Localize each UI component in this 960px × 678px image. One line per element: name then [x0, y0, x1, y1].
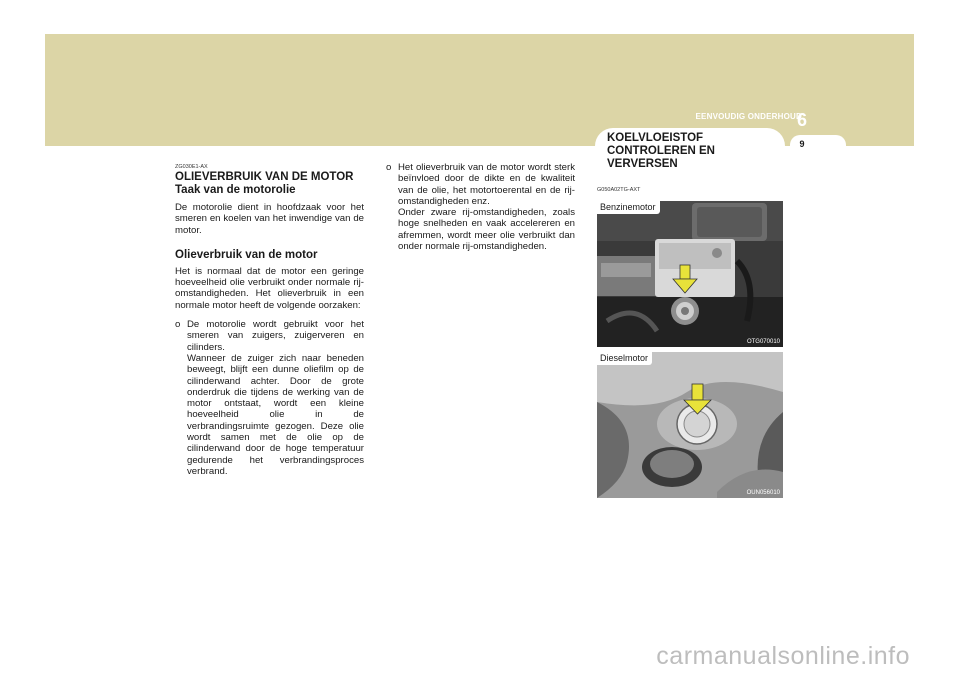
radiator-cap-illustration	[597, 352, 783, 498]
header-band	[45, 34, 914, 146]
bullet-text: Het olieverbruik van de motor wordt sterk beïnvloed door de dikte en de kwaliteit van de olie, het motortoerental en de rij-omstandigheden enz.	[398, 162, 575, 207]
bullet-mark: o	[175, 319, 181, 331]
bullet-text-continued: Wanneer de zuiger zich naar beneden beweegt, blijft een dunne oliefilm op de cilinderwand achter. Door de grote onderdruk die tijdens de werking van de motor ontstaat, wordt een kleine hoeveelheid olie in de verbrandingsruimte gezogen. Deze olie wordt samen met de olie op de cilinderwand door de hoge temperatuur gedurende het verbrandingsproces verbrand.	[187, 352, 364, 477]
figure-code: G050A02TG-AXT	[597, 187, 641, 193]
bullet-text: De motorolie wordt gebruikt voor het smeren van zuigers, zuigerveren en cilinders.	[187, 319, 364, 353]
sub-heading: Taak van de motorolie	[175, 183, 296, 196]
photo-code: OUN056010	[746, 490, 780, 496]
list-item	[386, 162, 575, 252]
diesel-engine-photo	[597, 352, 783, 498]
photo-label: Benzinemotor	[597, 201, 660, 214]
section-code: ZG030E1-AX	[175, 164, 208, 170]
bullet-text-continued: Onder zware rij-omstandigheden, zoals hoge snelheden en vaak accelereren en afremmen, wordt meer olie verbruikt dan onder normale rij-omstandigheden.	[398, 207, 575, 253]
main-heading: OLIEVERBRUIK VAN DE MOTOR	[175, 171, 354, 183]
page-number: 9	[799, 139, 805, 149]
intro-paragraph: De motorolie dient in hoofdzaak voor het smeren en koelen van het inwendige van de motor.	[175, 202, 364, 236]
chapter-number: 6	[796, 110, 807, 130]
list-item	[175, 319, 364, 477]
watermark: carmanualsonline.info	[656, 642, 910, 670]
chapter-label: EENVOUDIG ONDERHOUD	[695, 112, 802, 121]
left-column	[175, 164, 364, 477]
photo-label: Dieselmotor	[597, 352, 652, 365]
section-title: KOELVLOEISTOF CONTROLEREN EN VERVERSEN	[607, 132, 715, 170]
photo-code: OTG070010	[746, 339, 780, 345]
section-heading: Olieverbruik van de motor	[175, 248, 318, 261]
bullet-mark: o	[386, 162, 392, 173]
consumption-paragraph: Het is normaal dat de motor een geringe hoeveelheid olie verbruikt onder normale rij-omstandigheden. Het olieverbruik in een normale motor heeft de volgende oorzaken:	[175, 265, 364, 311]
engine-bay-illustration	[597, 201, 783, 347]
middle-column	[386, 162, 575, 252]
gasoline-engine-photo	[597, 201, 783, 347]
